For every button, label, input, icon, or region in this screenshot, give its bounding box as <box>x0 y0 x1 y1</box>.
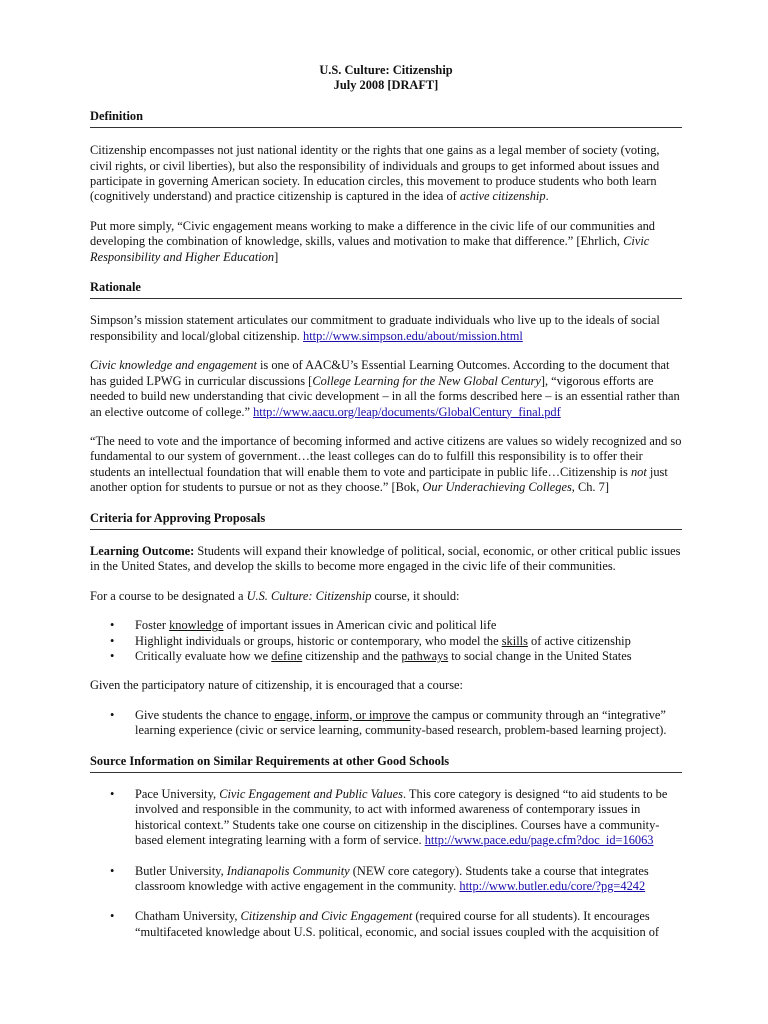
list-item: • Give students the chance to engage, inform, or improve the campus or community through an “integrative” learning experience (civic or service learning, community-based research, problem-based learning project). <box>90 708 682 739</box>
criteria-list <box>90 618 682 664</box>
rationale-paragraph-2: Civic knowledge and engagement is one of AAC&U’s Essential Learning Outcomes. According to the document that has guided LPWG in curricular discussions [College Learning for the New Global Century], “vigorous efforts are needed to build new understanding that civic development – in all the forms described here – is an essential rather than an elective outcome of college.” http://www.aacu.org/leap/documents/GlobalCentury_final.pdf <box>90 358 680 419</box>
definition-paragraph-2: Put more simply, “Civic engagement means working to make a difference in the civic life of our communities and developing the combination of knowledge, skills, values and motivation to make that difference.” [Ehrlich, Civic Responsibility and Higher Education] <box>90 218 655 264</box>
list-item: • Foster knowledge of important issues in American civic and political life <box>90 618 682 633</box>
mission-link[interactable]: http://www.simpson.edu/about/mission.html <box>303 328 523 343</box>
sources-heading: Source Information on Similar Requirements at other Good Schools <box>90 754 682 773</box>
encouraged-list <box>90 708 682 739</box>
list-spacer <box>90 849 682 864</box>
document-title: U.S. Culture: Citizenship <box>319 63 453 77</box>
criteria-heading: Criteria for Approving Proposals <box>90 511 682 530</box>
criteria-intro: For a course to be designated a U.S. Culture: Citizenship course, it should: <box>90 588 460 603</box>
list-item: • Critically evaluate how we define citizenship and the pathways to social change in the United States <box>90 649 682 664</box>
rationale-paragraph-3: “The need to vote and the importance of becoming informed and active citizens are values so widely recognized and so fundamental to our system of government…the least colleges can do to fulfill this responsibility is to offer their students an intellectual foundation that will enable them to vote and participate in public life…Citizenship is not just another option for students to pursue or not as they choose.” [Bok, Our Underachieving Colleges, Ch. 7] <box>90 433 682 495</box>
list-item: • Butler University, Indianapolis Community (NEW core category). Students take a course that integrates classroom knowledge with active engagement in the community. http://www.butler.edu/core/?pg=4242 <box>90 864 682 895</box>
learning-outcome-label: Learning Outcome: <box>90 543 195 558</box>
list-item: • Pace University, Civic Engagement and Public Values. This core category is designed “to aid students to be involved and responsible in the community, to act with informed awareness of contemporary issues in historical context.” Students take one course on citizenship in the disciplines. Courses have a community-based element integrating learning with a form of service. http://www.pace.edu/page.cfm?doc_id=16063 <box>90 787 682 849</box>
document-subtitle: July 2008 [DRAFT] <box>333 78 439 93</box>
pace-link[interactable]: http://www.pace.edu/page.cfm?doc_id=16063 <box>424 833 654 848</box>
learning-outcome-paragraph: Learning Outcome: Students will expand their knowledge of political, social, economic, or other critical public issues in the United States, and develop the skills to become more engaged in the civic life of their communities. <box>90 543 681 574</box>
document-body <box>90 63 682 940</box>
definition-heading: Definition <box>90 109 682 128</box>
list-spacer <box>90 894 682 909</box>
list-item: • Chatham University, Citizenship and Civic Engagement (required course for all students). It encourages “multifaceted knowledge about U.S. political, economic, and social issues coupled with the acquisition of <box>90 909 682 940</box>
encouraged-intro: Given the participatory nature of citizenship, it is encouraged that a course: <box>90 678 463 693</box>
rationale-paragraph-1: Simpson’s mission statement articulates our commitment to graduate individuals who live up to the ideals of social responsibility and local/global citizenship. http://www.simpson.edu/about/mission.html <box>90 313 660 343</box>
sources-list <box>90 787 682 940</box>
list-item: • Highlight individuals or groups, historic or contemporary, who model the skills of active citizenship <box>90 634 682 649</box>
rationale-heading: Rationale <box>90 280 682 299</box>
definition-paragraph-1: Citizenship encompasses not just national identity or the rights that one gains as a legal member of society (voting, civil rights, or civil liberties), but also the responsibility of individuals and groups to get informed about issues and participate in governing American society. In education circles, this movement to produce students who both learn (cognitively understand) and practice citizenship is captured in the idea of active citizenship. <box>90 143 660 204</box>
butler-link[interactable]: http://www.butler.edu/core/?pg=4242 <box>459 879 646 894</box>
aacu-link[interactable]: http://www.aacu.org/leap/documents/GlobalCentury_final.pdf <box>253 404 561 419</box>
